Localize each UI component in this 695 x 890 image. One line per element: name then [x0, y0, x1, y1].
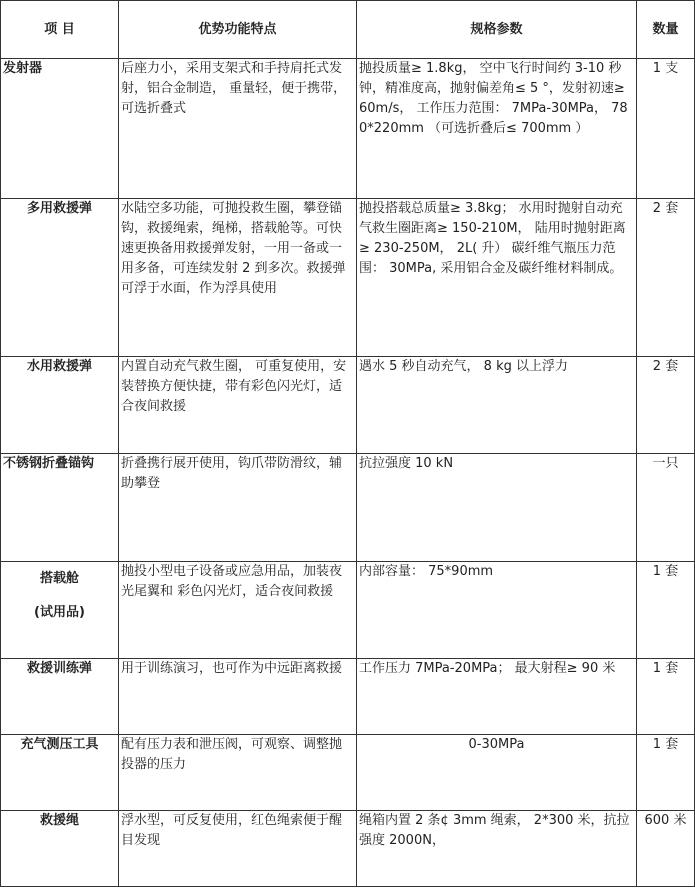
table-row	[1, 735, 695, 811]
item-features: 用于训练演习，也可作为中远距离救援	[119, 659, 357, 735]
item-name: 救援训练弹	[1, 659, 119, 735]
item-features: 抛投小型电子设备或应急用品，加装夜光尾翼和 彩色闪光灯，适合夜间救援	[119, 562, 357, 659]
table-row	[1, 454, 695, 562]
table-row	[1, 659, 695, 735]
item-specs: 抗拉强度 10 kN	[357, 454, 637, 562]
item-specs: 工作压力 7MPa-20MPa； 最大射程≥ 90 米	[357, 659, 637, 735]
item-specs: 绳箱内置 2 条¢ 3mm 绳索， 2*300 米，抗拉强度 2000N，	[357, 811, 637, 887]
header-row	[1, 1, 695, 59]
item-quantity: 2 套	[637, 199, 695, 357]
item-name: 搭载舱	[39, 571, 79, 586]
table-row	[1, 59, 695, 199]
item-specs: 内部容量： 75*90mm	[357, 562, 637, 659]
item-quantity: 一只	[637, 454, 695, 562]
item-quantity: 1 支	[637, 59, 695, 199]
item-features: 配有压力表和泄压阀，可观察、调整抛投器的压力	[119, 735, 357, 811]
table-row	[1, 562, 695, 659]
item-specs: 遇水 5 秒自动充气， 8 kg 以上浮力	[357, 357, 637, 454]
item-specs: 抛投搭载总质量≥ 3.8kg； 水用时抛射自动充气救生圈距离≥ 150-210M， 陆用时抛射距离≥ 230-250M， 2L( 升） 碳纤维气瓶压力范围： 30MPa, 采用铝合金及碳纤维材料制成。	[357, 199, 637, 357]
item-specs: 抛投质量≥ 1.8kg， 空中飞行时间约 3-10 秒钟，精准度高，抛射偏差角≤ 5 °，发射初速≥ 60m/s， 工作压力范围： 7MPa-30MPa， 780*220mm （可选折叠后≤ 700mm ）	[357, 59, 637, 199]
item-quantity: 600 米	[637, 811, 695, 887]
item-name: 充气测压工具	[1, 735, 119, 811]
table-row	[1, 199, 695, 357]
item-name: 多用救援弹	[1, 199, 119, 357]
item-features: 折叠携行展开使用，钩爪带防滑纹，辅助攀登	[119, 454, 357, 562]
item-features: 内置自动充气救生圈， 可重复使用，安装替换方便快捷，带有彩色闪光灯，适合夜间救援	[119, 357, 357, 454]
item-name: 水用救援弹	[1, 357, 119, 454]
header-features: 优势功能特点	[119, 1, 357, 59]
item-name-cell	[1, 562, 119, 659]
table-row	[1, 811, 695, 887]
item-features: 后座力小，采用支架式和手持肩托式发射，铝合金制造， 重量轻，便于携带，可选折叠式	[119, 59, 357, 199]
item-name: 救援绳	[1, 811, 119, 887]
item-quantity: 1 套	[637, 562, 695, 659]
item-features: 浮水型，可反复使用，红色绳索便于醒目发现	[119, 811, 357, 887]
header-quantity: 数量	[637, 1, 695, 59]
item-quantity: 1 套	[637, 735, 695, 811]
header-specs: 规格参数	[357, 1, 637, 59]
item-name: 不锈钢折叠锚钩	[1, 454, 119, 562]
item-features: 水陆空多功能，可抛投救生圈，攀登锚钩，救援绳索，绳梯，搭载舱等。可快速更换备用救援弹发射，一用一备或一用多备，可连续发射 2 到多次。救援弹可浮于水面，作为浮具使用	[119, 199, 357, 357]
item-name-note: (试用品)	[34, 605, 85, 620]
item-quantity: 2 套	[637, 357, 695, 454]
item-quantity: 1 套	[637, 659, 695, 735]
header-item: 项 目	[1, 1, 119, 59]
table-row	[1, 357, 695, 454]
item-name: 发射器	[1, 59, 119, 199]
item-specs: 0-30MPa	[357, 735, 637, 811]
